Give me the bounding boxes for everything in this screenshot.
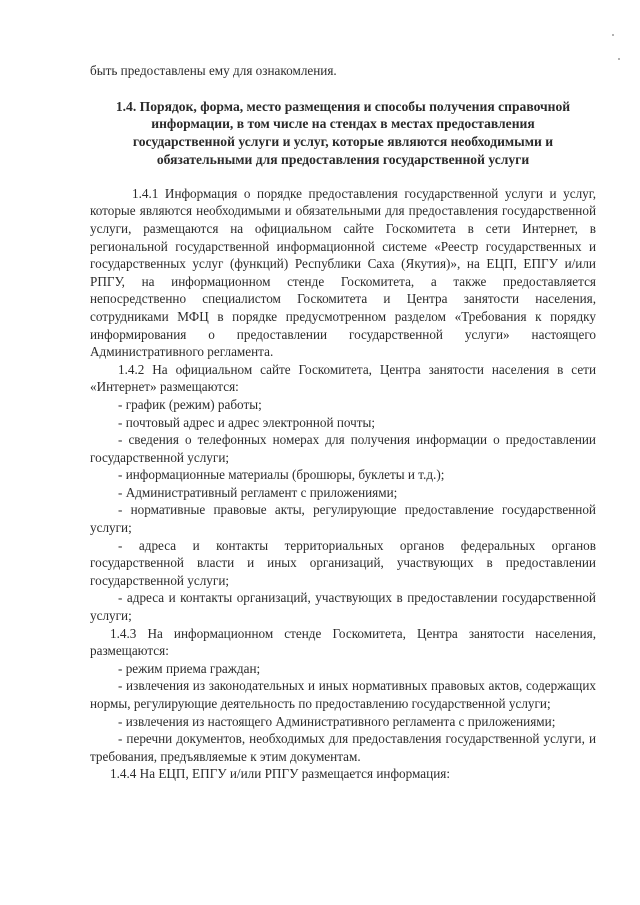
paragraph-1-4-1: 1.4.1 Информация о порядке предоставления государственной услуги и услуг, которые являются необходимыми и обязательными для предоставления государственной услуги, размещаются на официальном сайте Госкомитета в сети Интернет, в региональной государственной информационной системе «Реестр государственных и государственных услуг (функций) Республики Саха (Якутия)», на ЕЦП, ЕПГУ и/или РПГУ, на информационном стенде Госкомитета, а также предоставляется непосредственно специалистом Госкомитета и Центра занятости населения, сотрудниками МФЦ в порядке предусмотренном разделом «Требования к порядку информирования о предоставлении государственной услуги» настоящего Административного регламента.: [90, 185, 596, 360]
lead-line: быть предоставлены ему для ознакомления.: [90, 63, 337, 78]
list-item: - извлечения из настоящего Административного регламента с приложениями;: [118, 713, 556, 729]
list-item: - режим приема граждан;: [118, 660, 261, 676]
list-item: - извлечения из законодательных и иных нормативных правовых актов, содержащих нормы, регулирующие деятельность по предоставлению государственной услуги;: [90, 678, 596, 711]
list-item: - сведения о телефонных номерах для получения информации о предоставлении государственной услуги;: [90, 432, 596, 465]
list-item: - перечни документов, необходимых для предоставления государственной услуги, и требования, предъявляемые к этим документам.: [90, 731, 596, 764]
scan-speck: [612, 34, 614, 36]
document-body: [90, 62, 596, 783]
list-item: - нормативные правовые акты, регулирующие предоставление государственной услуги;: [90, 502, 596, 536]
paragraph-1-4-3: 1.4.3 На информационном стенде Госкомитета, Центра занятости населения, размещаются:: [90, 625, 596, 659]
list-item: - информационные материалы (брошюры, буклеты и т.д.);: [118, 467, 445, 483]
list-item: - график (режим) работы;: [118, 396, 262, 412]
scan-speck: [618, 58, 620, 60]
list-item: - адреса и контакты организаций, участвующих в предоставлении государственной услуги;: [90, 590, 596, 624]
section-heading: 1.4. Порядок, форма, место размещения и способы получения справочной информации, в том числе на стендах в местах предоставления государственной услуги и услуг, которые являются необходимыми и обязательными для предоставления государственной услуги: [115, 98, 571, 167]
paragraph-1-4-4: 1.4.4 На ЕЦП, ЕПГУ и/или РПГУ размещается информация:: [110, 766, 450, 782]
list-item: - почтовый адрес и адрес электронной почты;: [118, 414, 376, 430]
list-item: - Административный регламент с приложениями;: [118, 484, 398, 500]
paragraph-1-4-2: 1.4.2 На официальном сайте Госкомитета, Центра занятости населения в сети «Интернет» размещаются:: [90, 361, 596, 395]
list-item: - адреса и контакты территориальных органов федеральных органов государственной власти и иных организаций, участвующих в предоставлении государственной услуги;: [90, 537, 596, 588]
